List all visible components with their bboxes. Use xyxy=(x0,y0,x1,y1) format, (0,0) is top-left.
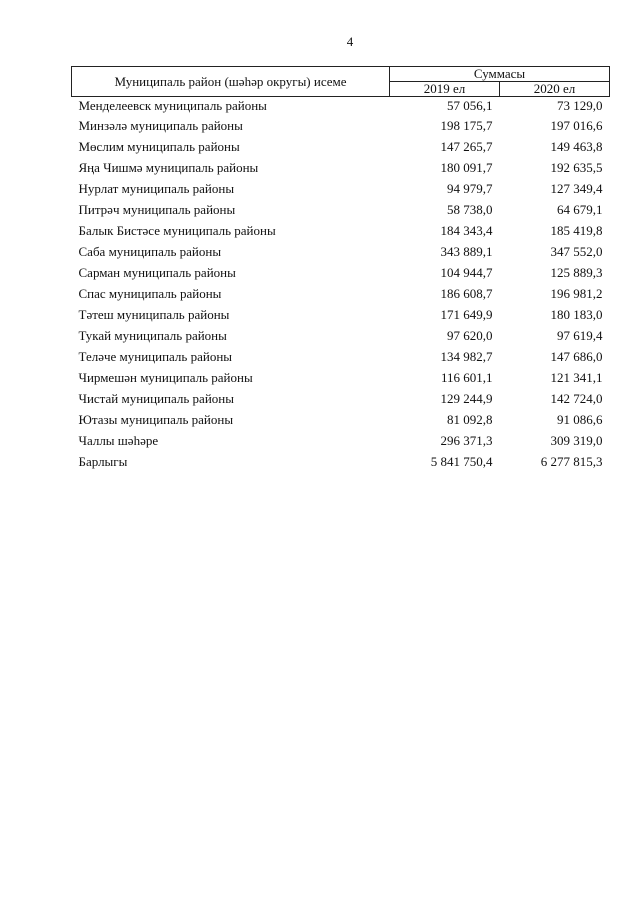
header-sum: Суммасы xyxy=(390,67,610,82)
row-name: Саба муниципаль районы xyxy=(78,243,222,259)
table-row xyxy=(72,199,610,220)
row-value-2020: 91 086,6 xyxy=(557,411,603,427)
row-value-2019: 171 649,9 xyxy=(440,306,493,322)
table-row xyxy=(72,304,610,325)
table-row xyxy=(72,283,610,304)
row-value-2019: 116 601,1 xyxy=(440,369,493,385)
table-row xyxy=(72,346,610,367)
row-name: Мөслим муниципаль районы xyxy=(78,138,240,154)
table-row xyxy=(72,430,610,451)
row-value-2019: 343 889,1 xyxy=(440,243,493,259)
row-value-2019: 58 738,0 xyxy=(447,201,493,217)
row-value-2019: 129 244,9 xyxy=(440,390,493,406)
row-value-2019: 97 620,0 xyxy=(447,327,493,343)
row-value-2020: 125 889,3 xyxy=(550,264,603,280)
row-value-2020: 185 419,8 xyxy=(550,222,603,238)
row-value-2019: 198 175,7 xyxy=(440,117,493,133)
table-row xyxy=(72,220,610,241)
row-value-2019: 57 056,1 xyxy=(447,98,493,113)
row-value-2019: 296 371,3 xyxy=(440,432,493,448)
row-value-2020: 180 183,0 xyxy=(550,306,603,322)
row-value-2019: 147 265,7 xyxy=(440,138,493,154)
row-value-2020: 197 016,6 xyxy=(550,117,603,133)
row-name: Тукай муниципаль районы xyxy=(78,327,227,343)
table-row xyxy=(72,325,610,346)
table-row xyxy=(72,451,610,472)
row-value-2019: 94 979,7 xyxy=(447,180,493,196)
table-row xyxy=(72,409,610,430)
table-row xyxy=(72,388,610,409)
table-row xyxy=(72,157,610,178)
row-name: Минзәлә муниципаль районы xyxy=(78,117,243,133)
header-year-2020: 2020 ел xyxy=(500,82,610,97)
table-row xyxy=(72,262,610,283)
header-year-2019: 2019 ел xyxy=(390,82,500,97)
row-name: Чаллы шәһәре xyxy=(78,432,159,448)
row-name: Чирмешән муниципаль районы xyxy=(78,369,253,385)
row-value-2019: 104 944,7 xyxy=(440,264,493,280)
row-value-2020: 309 319,0 xyxy=(550,432,603,448)
row-name: Спас муниципаль районы xyxy=(78,285,222,301)
table-row xyxy=(72,136,610,157)
table-row xyxy=(72,97,610,116)
row-value-2020: 192 635,5 xyxy=(550,159,603,175)
row-value-2019: 180 091,7 xyxy=(440,159,493,175)
table-row xyxy=(72,241,610,262)
budget-table xyxy=(71,66,610,472)
table-row xyxy=(72,367,610,388)
row-name: Питрәч муниципаль районы xyxy=(78,201,236,217)
row-value-2019: 134 982,7 xyxy=(440,348,493,364)
row-name: Тәтеш муниципаль районы xyxy=(78,306,230,322)
row-name: Менделеевск муниципаль районы xyxy=(78,98,267,113)
row-name: Нурлат муниципаль районы xyxy=(78,180,235,196)
row-name: Барлыгы xyxy=(78,453,128,469)
row-name: Сарман муниципаль районы xyxy=(78,264,236,280)
table-row xyxy=(72,178,610,199)
row-name: Ютазы муниципаль районы xyxy=(78,411,234,427)
row-value-2020: 142 724,0 xyxy=(550,390,603,406)
row-value-2019: 186 608,7 xyxy=(440,285,493,301)
row-value-2020: 147 686,0 xyxy=(550,348,603,364)
row-value-2020: 6 277 815,3 xyxy=(540,453,603,469)
page-number: 4 xyxy=(346,34,354,49)
row-name: Балык Бистәсе муниципаль районы xyxy=(78,222,276,238)
header-name: Муниципаль район (шәһәр округы) исеме xyxy=(72,67,390,97)
row-name: Яңа Чишмә муниципаль районы xyxy=(78,159,259,175)
row-value-2020: 347 552,0 xyxy=(550,243,603,259)
row-value-2020: 121 341,1 xyxy=(550,369,603,385)
row-value-2019: 81 092,8 xyxy=(447,411,493,427)
row-value-2020: 127 349,4 xyxy=(550,180,603,196)
table-header xyxy=(72,67,610,97)
row-value-2020: 97 619,4 xyxy=(557,327,603,343)
row-name: Теләче муниципаль районы xyxy=(78,348,233,364)
row-name: Чистай муниципаль районы xyxy=(78,390,234,406)
row-value-2020: 64 679,1 xyxy=(557,201,603,217)
row-value-2019: 5 841 750,4 xyxy=(430,453,493,469)
table-row xyxy=(72,115,610,136)
row-value-2020: 149 463,8 xyxy=(550,138,603,154)
table-body xyxy=(72,97,610,473)
row-value-2020: 73 129,0 xyxy=(557,98,603,113)
row-value-2020: 196 981,2 xyxy=(550,285,603,301)
row-value-2019: 184 343,4 xyxy=(440,222,493,238)
